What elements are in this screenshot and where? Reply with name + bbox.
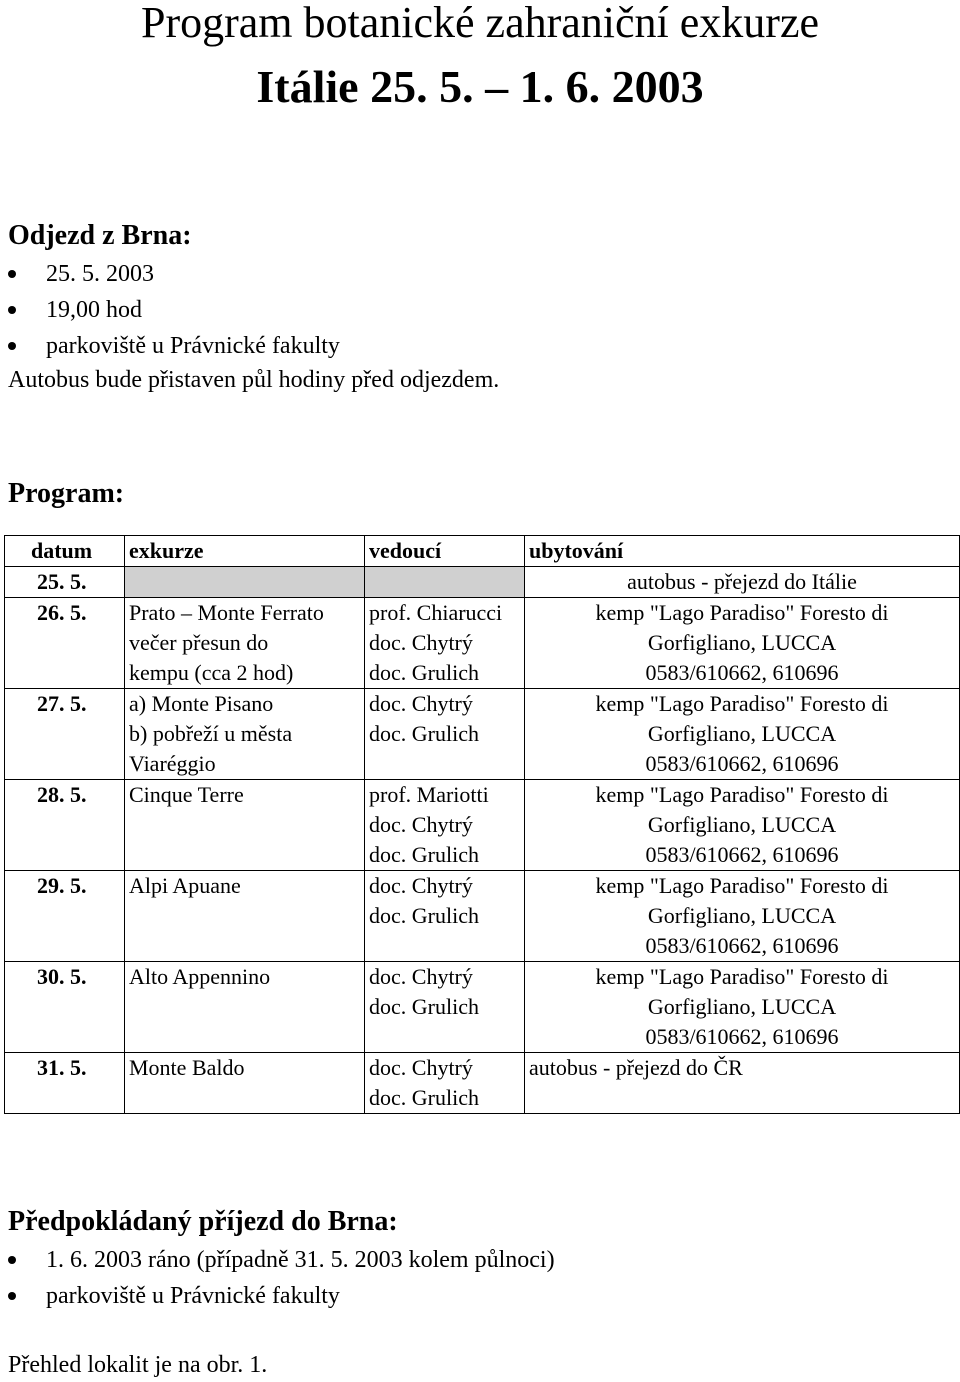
accommodation-line: kemp "Lago Paradiso" Foresto di — [595, 964, 889, 989]
leader-line: doc. Chytrý — [369, 873, 473, 898]
leader-line: doc. Chytrý — [369, 691, 473, 716]
accommodation-line: autobus - přejezd do Itálie — [627, 569, 857, 594]
row-trip — [125, 1053, 365, 1114]
leader-line: doc. Grulich — [369, 842, 479, 867]
table-row — [5, 871, 960, 962]
leader-line: doc. Chytrý — [369, 630, 473, 655]
row-accommodation — [525, 962, 960, 1053]
arrival-list — [8, 1242, 555, 1314]
departure-list — [8, 256, 340, 364]
trip-line: Monte Baldo — [129, 1055, 245, 1080]
accommodation-line: Gorfigliano, LUCCA — [647, 721, 837, 746]
row-date: 25. 5. — [5, 567, 125, 598]
trip-line: Viaréggio — [129, 751, 216, 776]
row-accommodation — [525, 567, 960, 598]
leader-line: prof. Chiarucci — [369, 600, 503, 625]
row-date: 31. 5. — [5, 1053, 125, 1114]
leader-line: doc. Grulich — [369, 994, 479, 1019]
trip-line: Prato – Monte Ferrato — [129, 600, 324, 625]
row-trip-empty — [125, 567, 365, 598]
row-accommodation — [525, 780, 960, 871]
accommodation-line: kemp "Lago Paradiso" Foresto di — [595, 600, 889, 625]
row-date: 29. 5. — [5, 871, 125, 962]
leader-line: doc. Grulich — [369, 721, 479, 746]
row-trip — [125, 689, 365, 780]
row-trip — [125, 871, 365, 962]
leader-line: doc. Grulich — [369, 903, 479, 928]
trip-line: Alpi Apuane — [129, 873, 241, 898]
table-header-row — [5, 536, 960, 567]
accommodation-line: 0583/610662, 610696 — [645, 842, 839, 867]
leader-line: doc. Chytrý — [369, 964, 473, 989]
row-leaders — [365, 780, 525, 871]
table-row — [5, 689, 960, 780]
row-accommodation — [525, 598, 960, 689]
column-header-leaders: vedoucí — [365, 536, 525, 567]
departure-heading: Odjezd z Brna: — [8, 220, 192, 251]
list-item: 25. 5. 2003 — [8, 256, 340, 292]
row-leaders — [365, 962, 525, 1053]
accommodation-line: 0583/610662, 610696 — [645, 660, 839, 685]
accommodation-line: kemp "Lago Paradiso" Foresto di — [595, 782, 889, 807]
row-accommodation — [525, 871, 960, 962]
table-row — [5, 567, 960, 598]
trip-line: kempu (cca 2 hod) — [129, 660, 294, 685]
accommodation-line: Gorfigliano, LUCCA — [647, 630, 837, 655]
list-item: 1. 6. 2003 ráno (případně 31. 5. 2003 kolem půlnoci) — [8, 1242, 555, 1278]
accommodation-line: 0583/610662, 610696 — [645, 1024, 839, 1049]
row-leaders-empty — [365, 567, 525, 598]
row-trip — [125, 780, 365, 871]
table-row — [5, 1053, 960, 1114]
row-leaders — [365, 689, 525, 780]
arrival-heading: Předpokládaný příjezd do Brna: — [8, 1206, 398, 1237]
accommodation-line: kemp "Lago Paradiso" Foresto di — [595, 691, 889, 716]
list-item: 19,00 hod — [8, 292, 340, 328]
row-date: 30. 5. — [5, 962, 125, 1053]
accommodation-line: Gorfigliano, LUCCA — [647, 994, 837, 1019]
row-accommodation — [525, 1053, 960, 1114]
accommodation-line: 0583/610662, 610696 — [645, 933, 839, 958]
departure-note: Autobus bude přistaven půl hodiny před odjezdem. — [8, 367, 500, 393]
table-row — [5, 780, 960, 871]
row-date: 26. 5. — [5, 598, 125, 689]
list-item: parkoviště u Právnické fakulty — [8, 328, 340, 364]
trip-line: Cinque Terre — [129, 782, 244, 807]
leader-line: doc. Chytrý — [369, 1055, 473, 1080]
trip-line: Alto Appennino — [129, 964, 271, 989]
list-item: parkoviště u Právnické fakulty — [8, 1278, 555, 1314]
row-trip — [125, 598, 365, 689]
column-header-date: datum — [5, 536, 125, 567]
program-table — [4, 535, 960, 1114]
row-leaders — [365, 1053, 525, 1114]
row-date: 27. 5. — [5, 689, 125, 780]
accommodation-line: Gorfigliano, LUCCA — [647, 812, 837, 837]
leader-line: doc. Grulich — [369, 660, 479, 685]
trip-line: a) Monte Pisano — [129, 691, 274, 716]
trip-line: večer přesun do — [129, 630, 269, 655]
row-date: 28. 5. — [5, 780, 125, 871]
accommodation-line: kemp "Lago Paradiso" Foresto di — [595, 873, 889, 898]
trip-line: b) pobřeží u města — [129, 721, 293, 746]
accommodation-line: 0583/610662, 610696 — [645, 751, 839, 776]
page-title: Program botanické zahraniční exkurze — [140, 0, 820, 47]
leader-line: prof. Mariotti — [369, 782, 489, 807]
table-row — [5, 598, 960, 689]
row-accommodation — [525, 689, 960, 780]
table-row — [5, 962, 960, 1053]
accommodation-line: autobus - přejezd do ČR — [529, 1055, 743, 1080]
accommodation-line: Gorfigliano, LUCCA — [647, 903, 837, 928]
column-header-accommodation: ubytování — [525, 536, 960, 567]
program-heading: Program: — [8, 478, 125, 509]
row-leaders — [365, 871, 525, 962]
leader-line: doc. Chytrý — [369, 812, 473, 837]
row-leaders — [365, 598, 525, 689]
footer-note: Přehled lokalit je na obr. 1. — [8, 1352, 268, 1378]
row-trip — [125, 962, 365, 1053]
leader-line: doc. Grulich — [369, 1085, 479, 1110]
column-header-trip: exkurze — [125, 536, 365, 567]
page-subtitle: Itálie 25. 5. – 1. 6. 2003 — [256, 61, 704, 112]
